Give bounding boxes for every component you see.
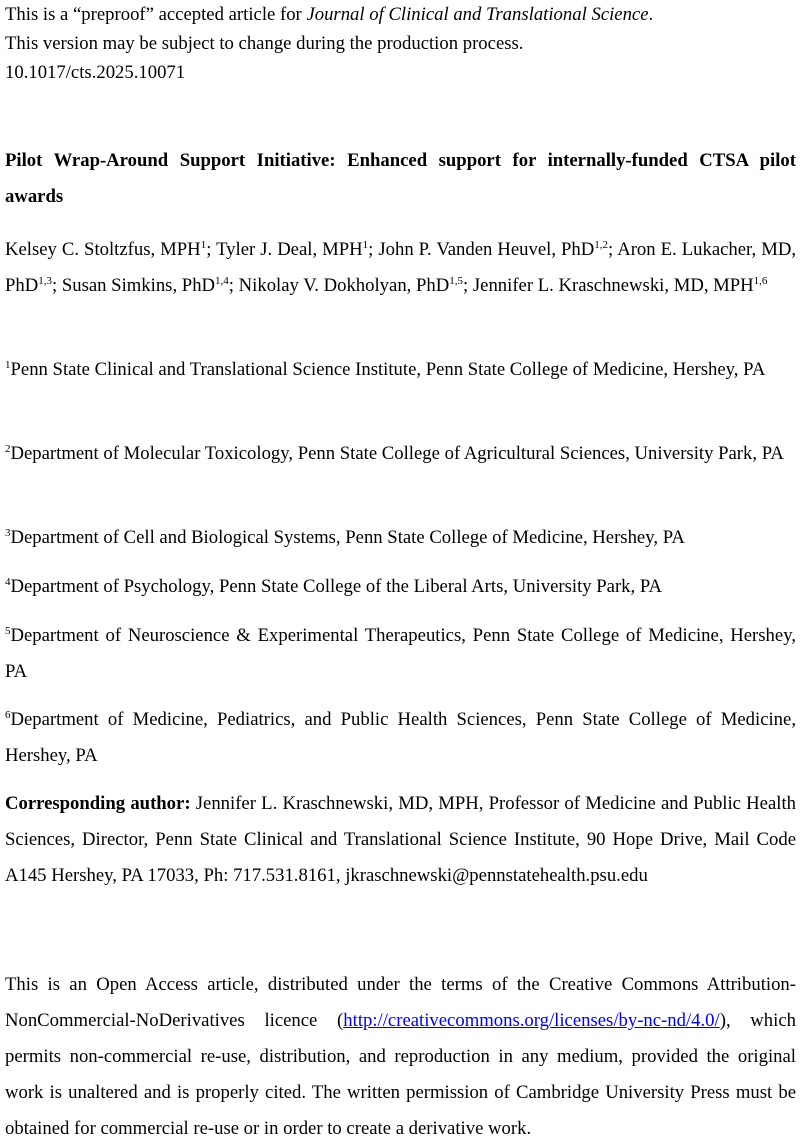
- license-link[interactable]: http://creativecommons.org/licenses/by-nc-nd/4.0/: [343, 1010, 720, 1031]
- author: Aron E. Lukacher, MD, PhD$^{1,3}$;: [5, 239, 796, 296]
- preproof-notice: [5, 0, 796, 87]
- doi: 10.1017/cts.2025.10071: [5, 62, 186, 83]
- author: Nikolay V. Dokholyan, PhD$^{1,5}$;: [238, 275, 473, 296]
- license-statement: This is an Open Access article, distributed under the terms of the Creative Commons Attribution-NonCommercial-NoDerivatives licence (http://creativecommons.org/licenses/by-nc-nd/4.0/), which permits non-commercial re-use, distribution, and reproduction in any medium, provided the original work is unaltered and is properly cited. The written permission of Cambridge University Press must be obtained for commercial re-use or in order to create a derivative work.: [5, 974, 796, 1139]
- affiliation-4: $^4$Department of Psychology, Penn State College of the Liberal Arts, University Park, PA: [5, 576, 663, 597]
- journal-name: Journal of Clinical and Translational Science: [306, 4, 649, 25]
- author: John P. Vanden Heuvel, PhD$^{1,2}$;: [378, 239, 618, 260]
- affiliation-3: $^3$Department of Cell and Biological Systems, Penn State College of Medicine, Hershey, PA: [5, 527, 685, 548]
- author: Tyler J. Deal, MPH$^1$;: [216, 239, 379, 260]
- corresponding-label: Corresponding author:: [5, 793, 191, 814]
- author: Jennifer L. Kraschnewski, MD, MPH$^{1,6}$: [472, 275, 768, 296]
- article-title: Pilot Wrap-Around Support Initiative: Enhanced support for internally-funded CTSA pilot awards: [5, 150, 796, 207]
- affiliation-6: $^6$Department of Medicine, Pediatrics, and Public Health Sciences, Penn State College of Medicine, Hershey, PA: [5, 709, 796, 766]
- author: Kelsey C. Stoltzfus, MPH$^1$;: [5, 239, 217, 260]
- affiliation-5: $^5$Department of Neuroscience & Experimental Therapeutics, Penn State College of Medicine, Hershey, PA: [5, 625, 796, 682]
- affiliation-1: $^1$Penn State Clinical and Translational Science Institute, Penn State College of Medicine, Hershey, PA: [5, 359, 766, 380]
- preproof-line-2: This version may be subject to change during the production process.: [5, 33, 524, 54]
- author: Susan Simkins, PhD$^{1,4}$;: [61, 275, 239, 296]
- author-list: [5, 232, 796, 304]
- preproof-line-1: This is a “preproof” accepted article for Journal of Clinical and Translational Science.: [5, 4, 654, 25]
- corresponding-author: Corresponding author: Jennifer L. Kraschnewski, MD, MPH, Professor of Medicine and Public Health Sciences, Director, Penn State Clinical and Translational Science Institute, 90 Hope Drive, Mail Code A145 Hershey, PA 17033, Ph: 717.531.8161, jkraschnewski@pennstatehealth.psu.edu: [5, 793, 796, 886]
- affiliation-2: $^2$Department of Molecular Toxicology, Penn State College of Agricultural Sciences, University Park, PA: [5, 443, 784, 464]
